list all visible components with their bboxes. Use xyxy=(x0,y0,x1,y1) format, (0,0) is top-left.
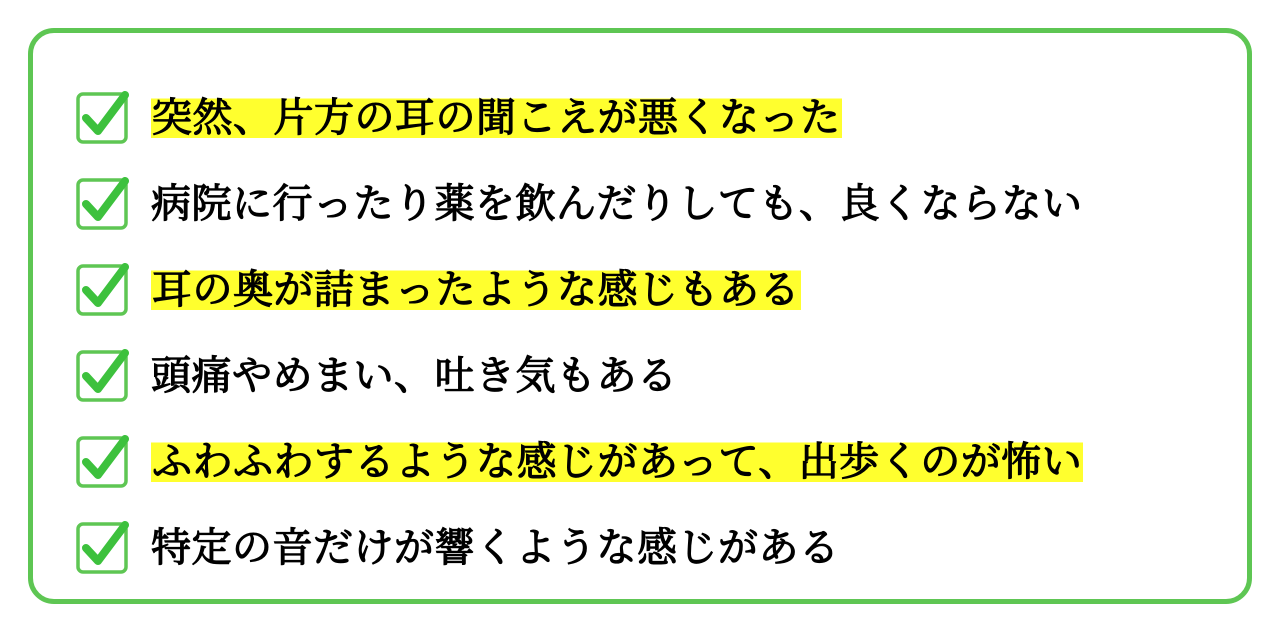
checkbox-checked-icon xyxy=(75,91,129,145)
list-item xyxy=(75,419,1217,505)
highlighted-text: 突然、片方の耳の聞こえが悪くなった xyxy=(152,95,841,141)
checklist xyxy=(33,33,1247,591)
checkbox-checked-icon xyxy=(75,263,129,317)
checklist-card xyxy=(28,28,1252,604)
list-item-label: 病院に行ったり薬を飲んだりしても、良くならない xyxy=(151,181,1083,227)
highlighted-text: 耳の奥が詰まったような感じもある xyxy=(152,267,800,313)
list-item xyxy=(75,333,1217,419)
list-item-label: 頭痛やめまい、吐き気もある xyxy=(151,353,678,399)
highlighted-text: ふわふわするような感じがあって、出歩くのが怖い xyxy=(152,439,1083,485)
list-item xyxy=(75,75,1217,161)
checkbox-checked-icon xyxy=(75,177,129,231)
list-item-label xyxy=(151,95,842,141)
list-item xyxy=(75,161,1217,247)
list-item xyxy=(75,505,1217,591)
list-item-label: 特定の音だけが響くような感じがある xyxy=(151,525,840,571)
checkbox-checked-icon xyxy=(75,435,129,489)
list-item-label xyxy=(151,439,1083,485)
checkbox-checked-icon xyxy=(75,349,129,403)
list-item-label xyxy=(151,267,801,313)
checkbox-checked-icon xyxy=(75,521,129,575)
list-item xyxy=(75,247,1217,333)
